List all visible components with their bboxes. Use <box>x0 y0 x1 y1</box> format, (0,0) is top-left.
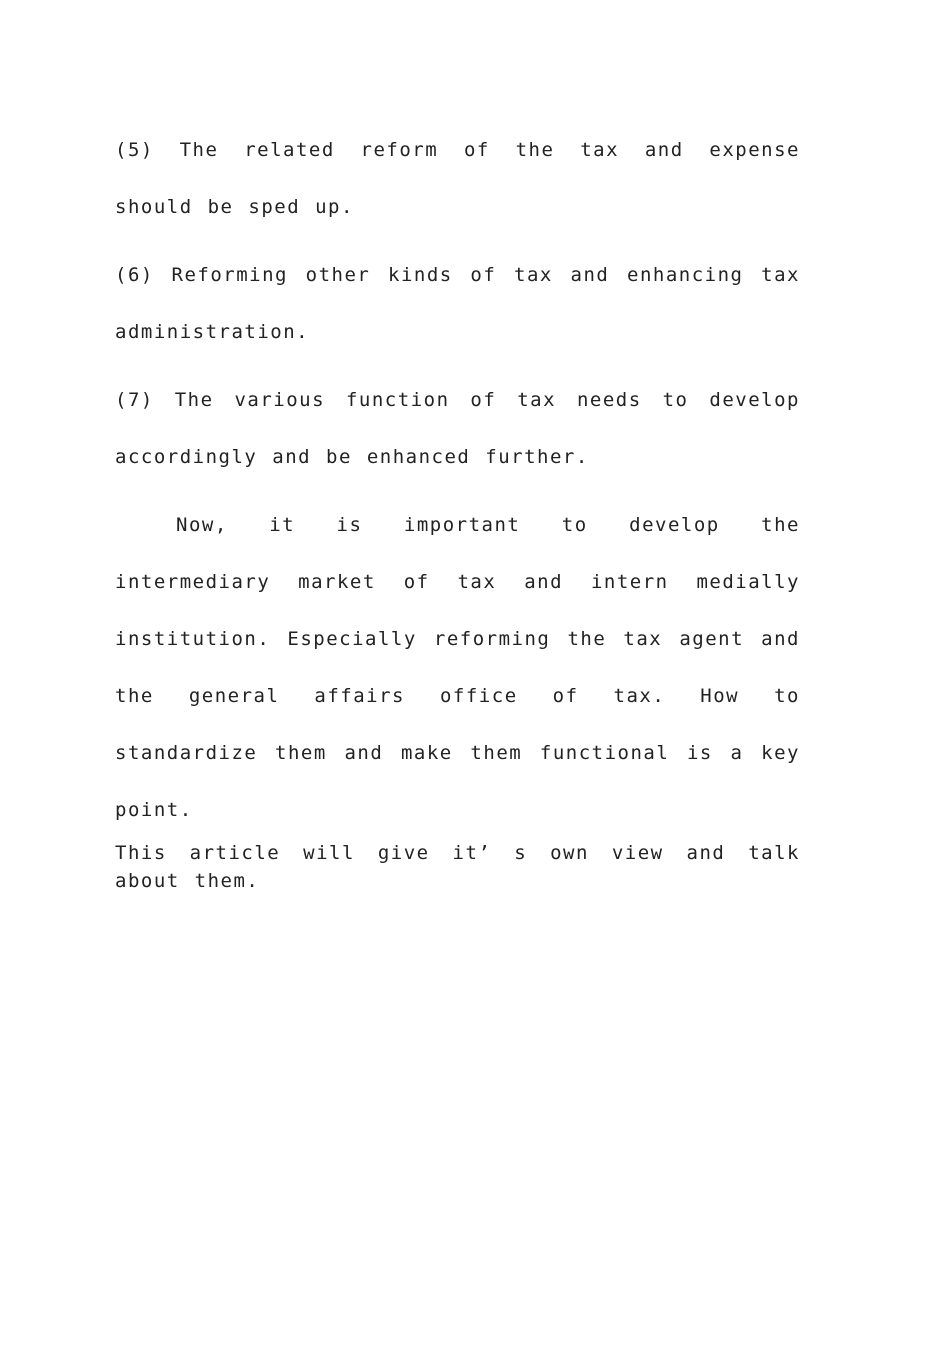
closing-sentence: This article will give it’ s own view and talk about them. <box>115 842 800 892</box>
document-body <box>115 122 800 906</box>
list-item-6: (6) Reforming other kinds of tax and enhancing tax administration. <box>115 264 800 343</box>
list-item-5: (5) The related reform of the tax and expense should be sped up. <box>115 139 800 218</box>
body-paragraph: Now, it is important to develop the intermediary market of tax and intern medially institution. Especially reforming the tax agent and the general affairs office of tax. How to standardize them and make them functional is a key point. <box>115 514 800 821</box>
list-item-7: (7) The various function of tax needs to develop accordingly and be enhanced further. <box>115 389 800 468</box>
